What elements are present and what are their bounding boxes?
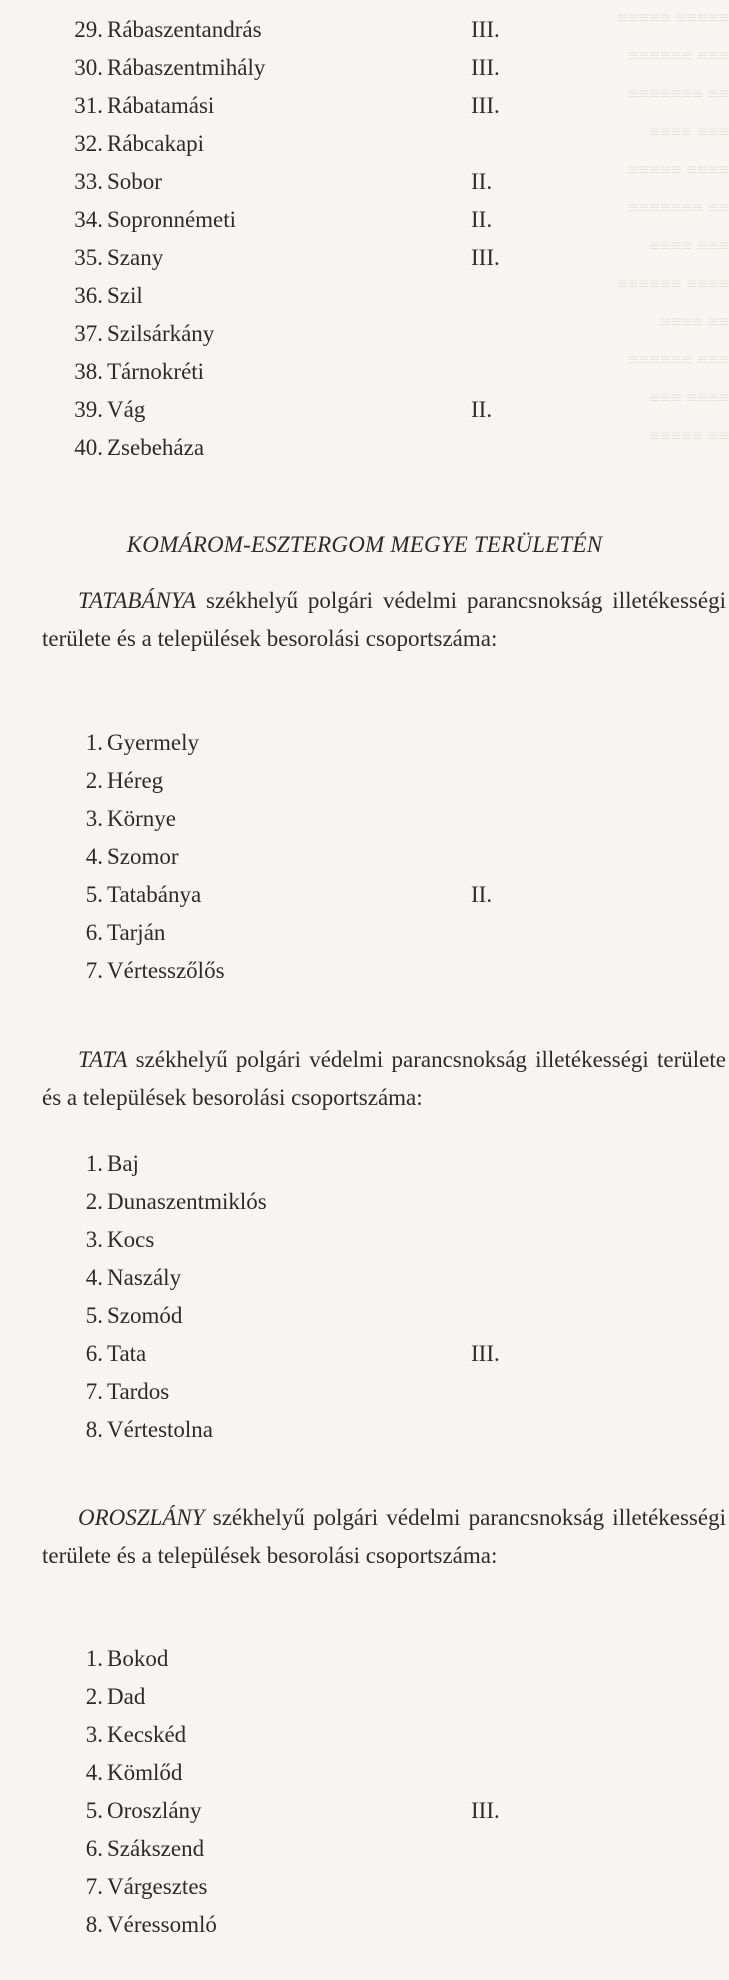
- item-name: Szomód: [107, 1303, 183, 1328]
- item-group: II.: [471, 207, 493, 232]
- item-name: Kecskéd: [107, 1722, 187, 1747]
- item-name: Véressomló: [107, 1912, 217, 1937]
- item-number: 5.: [85, 1798, 103, 1823]
- item-number: 31.: [74, 93, 103, 118]
- list-item: [0, 1792, 729, 1830]
- seat-city-name: TATA: [78, 1047, 128, 1072]
- item-number: 6.: [85, 1341, 103, 1366]
- item-name: Szákszend: [107, 1836, 205, 1861]
- block-intro-text: székhelyű polgári védelmi parancsnokság illetékességi területe és a települések besorolási csoportszáma:: [42, 588, 726, 651]
- list-item: [0, 1678, 729, 1716]
- item-group: III.: [471, 93, 500, 118]
- list-item: [0, 1411, 729, 1449]
- item-name: Oroszlány: [107, 1798, 202, 1823]
- item-group: II.: [471, 397, 493, 422]
- municipality-list-continued: [0, 11, 729, 467]
- list-item: [0, 87, 729, 125]
- list-item: [0, 876, 729, 914]
- item-group: III.: [471, 1341, 500, 1366]
- item-name: Rábaszentandrás: [107, 17, 262, 42]
- item-name: Tárnokréti: [107, 359, 205, 384]
- item-name: Vértesszőlős: [107, 958, 225, 983]
- item-number: 4.: [85, 1265, 103, 1290]
- block-intro-paragraph: [42, 1499, 726, 1575]
- list-item: [0, 353, 729, 391]
- list-item: [0, 1183, 729, 1221]
- item-number: 5.: [85, 1303, 103, 1328]
- item-group: II.: [471, 169, 493, 194]
- section-heading: KOMÁROM-ESZTERGOM MEGYE TERÜLETÉN: [126, 532, 603, 557]
- item-number: 36.: [74, 283, 103, 308]
- list-item: [0, 239, 729, 277]
- list-item: [0, 1716, 729, 1754]
- item-name: Vértestolna: [107, 1417, 214, 1442]
- list-item: [0, 1830, 729, 1868]
- item-name: Vág: [107, 397, 146, 422]
- item-number: 34.: [74, 207, 103, 232]
- list-item: [0, 1297, 729, 1335]
- item-name: Dad: [107, 1684, 146, 1709]
- seat-city-name: OROSZLÁNY: [78, 1505, 205, 1530]
- list-item: [0, 49, 729, 87]
- list-item: [0, 315, 729, 353]
- item-name: Tatabánya: [107, 882, 202, 907]
- list-item: [0, 800, 729, 838]
- item-number: 3.: [85, 1227, 103, 1252]
- item-number: 40.: [74, 435, 103, 460]
- item-number: 39.: [74, 397, 103, 422]
- list-item: [0, 125, 729, 163]
- item-number: 5.: [85, 882, 103, 907]
- item-name: Szilsárkány: [107, 321, 215, 346]
- item-group: II.: [471, 882, 493, 907]
- item-number: 35.: [74, 245, 103, 270]
- item-name: Baj: [107, 1151, 139, 1176]
- item-name: Szany: [107, 245, 164, 270]
- item-number: 37.: [74, 321, 103, 346]
- item-number: 3.: [85, 806, 103, 831]
- list-item: [0, 1145, 729, 1183]
- item-name: Várgesztes: [107, 1874, 208, 1899]
- municipality-list: [0, 1640, 729, 1944]
- item-number: 38.: [74, 359, 103, 384]
- item-name: Szil: [107, 283, 143, 308]
- list-item: [0, 724, 729, 762]
- bleed-through-texture: ≡≡≡≡≡ ≡≡≡≡≡ ≡≡≡ ≡≡≡≡≡≡ ≡≡ ≡≡≡≡≡≡≡ ≡≡≡ ≡≡≡≡ ≡≡≡≡ ≡≡≡≡≡ ≡≡ ≡≡≡≡≡≡≡ ≡≡≡ ≡≡≡≡ ≡≡≡≡ ≡≡≡≡≡≡ ≡≡ ≡≡≡≡ ≡≡≡ ≡≡≡≡≡≡ ≡≡≡≡ ≡≡≡ ≡≡ ≡≡≡≡≡: [617, 8, 729, 447]
- list-item: [0, 914, 729, 952]
- item-number: 6.: [85, 1836, 103, 1861]
- item-number: 2.: [85, 1684, 103, 1709]
- list-item: [0, 952, 729, 990]
- item-number: 7.: [85, 1874, 103, 1899]
- item-name: Rábatamási: [107, 93, 215, 118]
- item-number: 7.: [85, 1379, 103, 1404]
- item-name: Bokod: [107, 1646, 169, 1671]
- item-number: 7.: [85, 958, 103, 983]
- item-number: 30.: [74, 55, 103, 80]
- list-item: [0, 429, 729, 467]
- list-item: [0, 762, 729, 800]
- item-number: 33.: [74, 169, 103, 194]
- list-item: [0, 201, 729, 239]
- list-item: [0, 1373, 729, 1411]
- item-name: Sopronnémeti: [107, 207, 237, 232]
- item-group: III.: [471, 1798, 500, 1823]
- item-name: Héreg: [107, 768, 164, 793]
- list-item: [0, 1906, 729, 1944]
- item-group: III.: [471, 55, 500, 80]
- item-number: 3.: [85, 1722, 103, 1747]
- list-item: [0, 1754, 729, 1792]
- list-item: [0, 163, 729, 201]
- list-item: [0, 838, 729, 876]
- item-number: 4.: [85, 844, 103, 869]
- item-group: III.: [471, 17, 500, 42]
- list-item: [0, 277, 729, 315]
- item-name: Rábaszentmihály: [107, 55, 266, 80]
- item-name: Dunaszentmiklós: [107, 1189, 267, 1214]
- item-number: 1.: [85, 1151, 103, 1176]
- item-name: Környe: [107, 806, 176, 831]
- list-item: [0, 1335, 729, 1373]
- item-name: Tarján: [107, 920, 166, 945]
- item-number: 2.: [85, 768, 103, 793]
- item-number: 29.: [74, 17, 103, 42]
- item-number: 1.: [85, 730, 103, 755]
- item-name: Szomor: [107, 844, 179, 869]
- item-name: Kocs: [107, 1227, 155, 1252]
- item-number: 8.: [85, 1912, 103, 1937]
- block-intro-text: székhelyű polgári védelmi parancsnokság illetékességi területe és a települések besorolási csoportszáma:: [42, 1505, 726, 1568]
- list-item: [0, 11, 729, 49]
- item-name: Gyermely: [107, 730, 199, 755]
- list-item: [0, 1640, 729, 1678]
- item-number: 2.: [85, 1189, 103, 1214]
- block-intro-paragraph: [42, 1041, 726, 1117]
- list-item: [0, 1868, 729, 1906]
- item-number: 4.: [85, 1760, 103, 1785]
- item-name: Tardos: [107, 1379, 170, 1404]
- list-item: [0, 1221, 729, 1259]
- block-intro-text: székhelyű polgári védelmi parancsnokság illetékességi területe és a települések besorolási csoportszáma:: [42, 1047, 726, 1110]
- item-name: Naszály: [107, 1265, 182, 1290]
- item-name: Zsebeháza: [107, 435, 205, 460]
- item-number: 8.: [85, 1417, 103, 1442]
- item-number: 6.: [85, 920, 103, 945]
- municipality-list: [0, 724, 729, 990]
- item-group: III.: [471, 245, 500, 270]
- item-number: 1.: [85, 1646, 103, 1671]
- item-name: Sobor: [107, 169, 162, 194]
- list-item: [0, 1259, 729, 1297]
- seat-city-name: TATABÁNYA: [78, 588, 197, 613]
- block-intro-paragraph: [42, 582, 726, 658]
- item-number: 32.: [74, 131, 103, 156]
- item-name: Rábcakapi: [107, 131, 205, 156]
- item-name: Tata: [107, 1341, 147, 1366]
- municipality-list: [0, 1145, 729, 1449]
- item-name: Kömlőd: [107, 1760, 183, 1785]
- list-item: [0, 391, 729, 429]
